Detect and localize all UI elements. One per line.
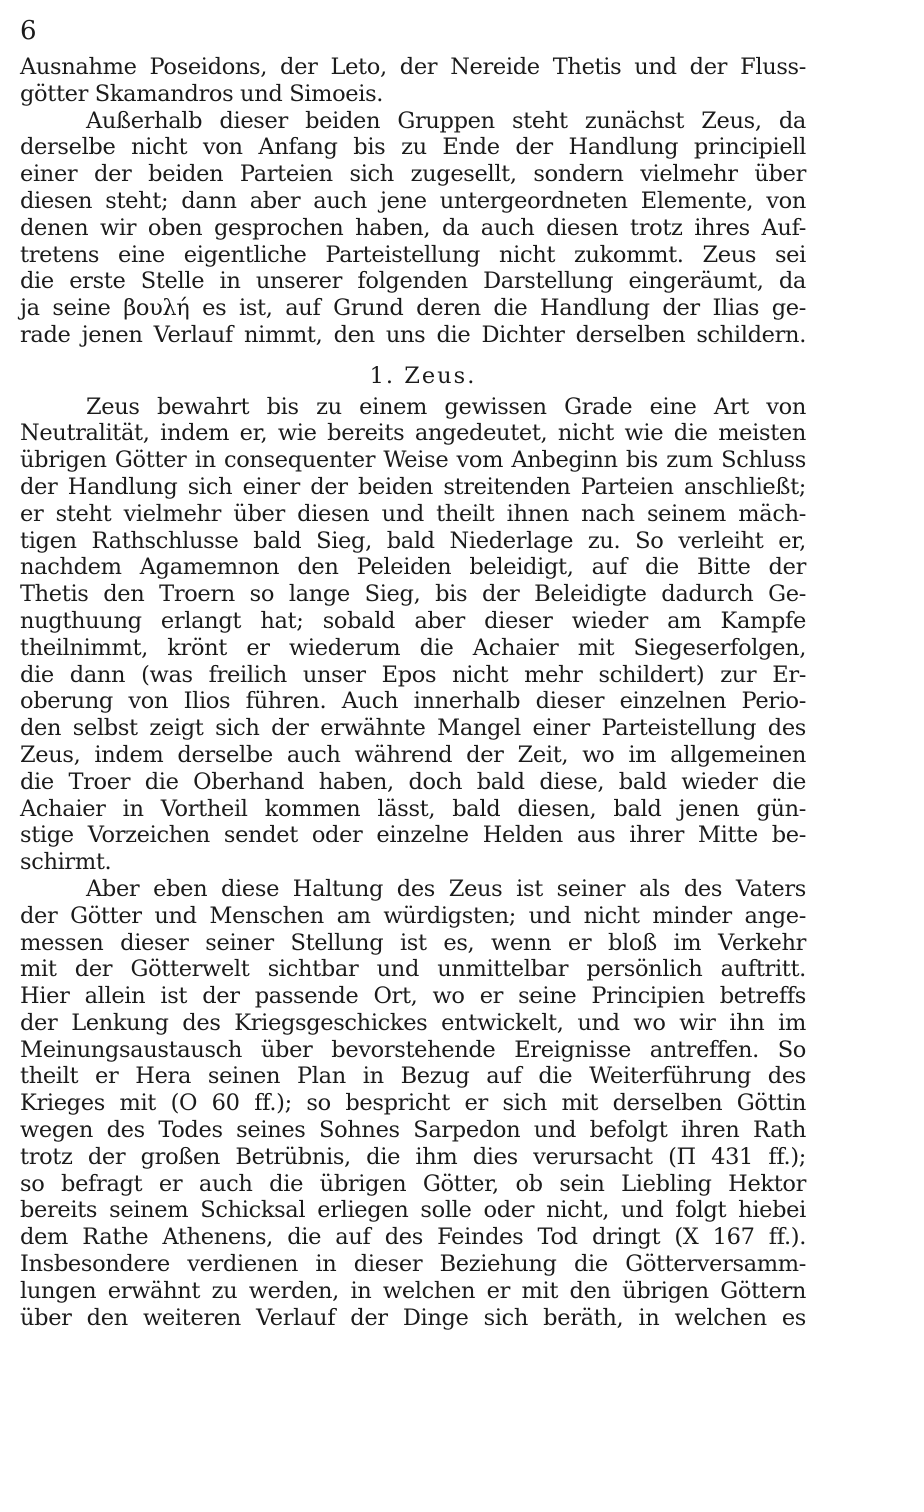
paragraph-zeus-neutrality <box>20 394 806 876</box>
text-line: nugthuung erlangt hat; sobald aber dieser wieder am Kampfe <box>20 607 806 634</box>
text-line: er steht vielmehr über diesen und theilt ihnen nach seinem mäch- <box>20 500 806 527</box>
text-line: theilnimmt, krönt er wiederum die Achaier mit Siegeserfolgen, <box>20 634 806 661</box>
text-line: derselbe nicht von Anfang bis zu Ende der Handlung principiell <box>20 134 806 161</box>
text-line: Außerhalb dieser beiden Gruppen steht zunächst Zeus, da <box>86 107 806 134</box>
text-line: wegen des Todes seines Sohnes Sarpedon und befolgt ihren Rath <box>20 1117 806 1144</box>
text-line: götter Skamandros und Simoeis. <box>20 80 384 107</box>
text-line: Krieges mit (O 60 ff.); so bespricht er sich mit derselben Göttin <box>20 1090 806 1117</box>
text-line: die erste Stelle in unserer folgenden Darstellung eingeräumt, da <box>20 268 806 295</box>
text-line: der Handlung sich einer der beiden streitenden Parteien anschließt; <box>20 473 806 500</box>
text-line: den selbst zeigt sich der erwähnte Mangel einer Parteistellung des <box>20 715 806 742</box>
text-line: tretens eine eigentliche Parteistellung nicht zukommt. Zeus sei <box>20 241 806 268</box>
text-line: die Troer die Oberhand haben, doch bald diese, bald wieder die <box>20 768 806 795</box>
paragraph-zeus-conduct <box>20 876 806 1332</box>
text-line: Aber eben diese Haltung des Zeus ist seiner als des Vaters <box>86 875 806 902</box>
text-line: oberung von Ilios führen. Auch innerhalb dieser einzelnen Perio- <box>20 688 806 715</box>
text-line: Thetis den Troern so lange Sieg, bis der Beleidigte dadurch Ge- <box>20 581 806 608</box>
text-line: tigen Rathschlusse bald Sieg, bald Niederlage zu. So verleiht er, <box>20 527 806 554</box>
text-line: dem Rathe Athenens, die auf des Feindes Tod dringt (X 167 ff.). <box>20 1224 806 1251</box>
text-line: Ausnahme Poseidons, der Leto, der Nereide Thetis und der Fluss- <box>20 54 806 80</box>
text-line: Meinungsaustausch über bevorstehende Ereignisse antreffen. So <box>20 1036 806 1063</box>
text-line: übrigen Götter in consequenter Weise vom Anbeginn bis zum Schluss <box>20 447 806 474</box>
text-line: Zeus, indem derselbe auch während der Zeit, wo im allgemeinen <box>20 741 806 768</box>
text-line: trotz der großen Betrübnis, die ihm dies verursacht (Π 431 ff.); <box>20 1143 806 1170</box>
text-line: über den weiteren Verlauf der Dinge sich beräth, in welchen es <box>20 1304 806 1331</box>
text-line: rade jenen Verlauf nimmt, den uns die Dichter derselben schildern. <box>20 321 806 348</box>
text-line: schirmt. <box>20 849 112 876</box>
text-line: stige Vorzeichen sendet oder einzelne Helden aus ihrer Mitte be- <box>20 822 806 849</box>
text-line: Achaier in Vortheil kommen lässt, bald diesen, bald jenen gün- <box>20 795 806 822</box>
text-line: denen wir oben gesprochen haben, da auch diesen trotz ihres Auf- <box>20 214 806 241</box>
text-line: bereits seinem Schicksal erliegen solle oder nicht, und folgt hiebei <box>20 1197 806 1224</box>
text-line: der Götter und Menschen am würdigsten; und nicht minder ange- <box>20 902 806 929</box>
text-line: einer der beiden Parteien sich zugesellt, sondern vielmehr über <box>20 161 806 188</box>
text-line: der Lenkung des Kriegsgeschickes entwickelt, und wo wir ihn im <box>20 1009 806 1036</box>
text-line: Neutralität, indem er, wie bereits angedeutet, nicht wie die meisten <box>20 420 806 447</box>
text-line: diesen steht; dann aber auch jene untergeordneten Elemente, von <box>20 187 806 214</box>
text-line: die dann (was freilich unser Epos nicht mehr schildert) zur Er- <box>20 661 806 688</box>
text-line: ja seine βουλή es ist, auf Grund deren die Handlung der Ilias ge- <box>20 295 806 322</box>
text-line: Insbesondere verdienen in dieser Beziehung die Götterversamm- <box>20 1251 806 1278</box>
section-heading: 1. Zeus. <box>369 362 477 389</box>
page-number: 6 <box>20 16 37 46</box>
text-line: lungen erwähnt zu werden, in welchen er mit den übrigen Göttern <box>20 1277 806 1304</box>
text-line: Hier allein ist der passende Ort, wo er seine Principien betreffs <box>20 983 806 1010</box>
text-line: messen dieser seiner Stellung ist es, wenn er bloß im Verkehr <box>20 929 806 956</box>
text-line: theilt er Hera seinen Plan in Bezug auf die Weiterführung des <box>20 1063 806 1090</box>
text-line: so befragt er auch die übrigen Götter, ob sein Liebling Hektor <box>20 1170 806 1197</box>
text-line: Zeus bewahrt bis zu einem gewissen Grade eine Art von <box>86 393 806 420</box>
text-line: nachdem Agamemnon den Peleiden beleidigt, auf die Bitte der <box>20 554 806 581</box>
paragraph-continuation <box>20 54 806 108</box>
text-line: mit der Götterwelt sichtbar und unmittelbar persönlich auftritt. <box>20 956 806 983</box>
paragraph-outside-groups <box>20 108 806 349</box>
